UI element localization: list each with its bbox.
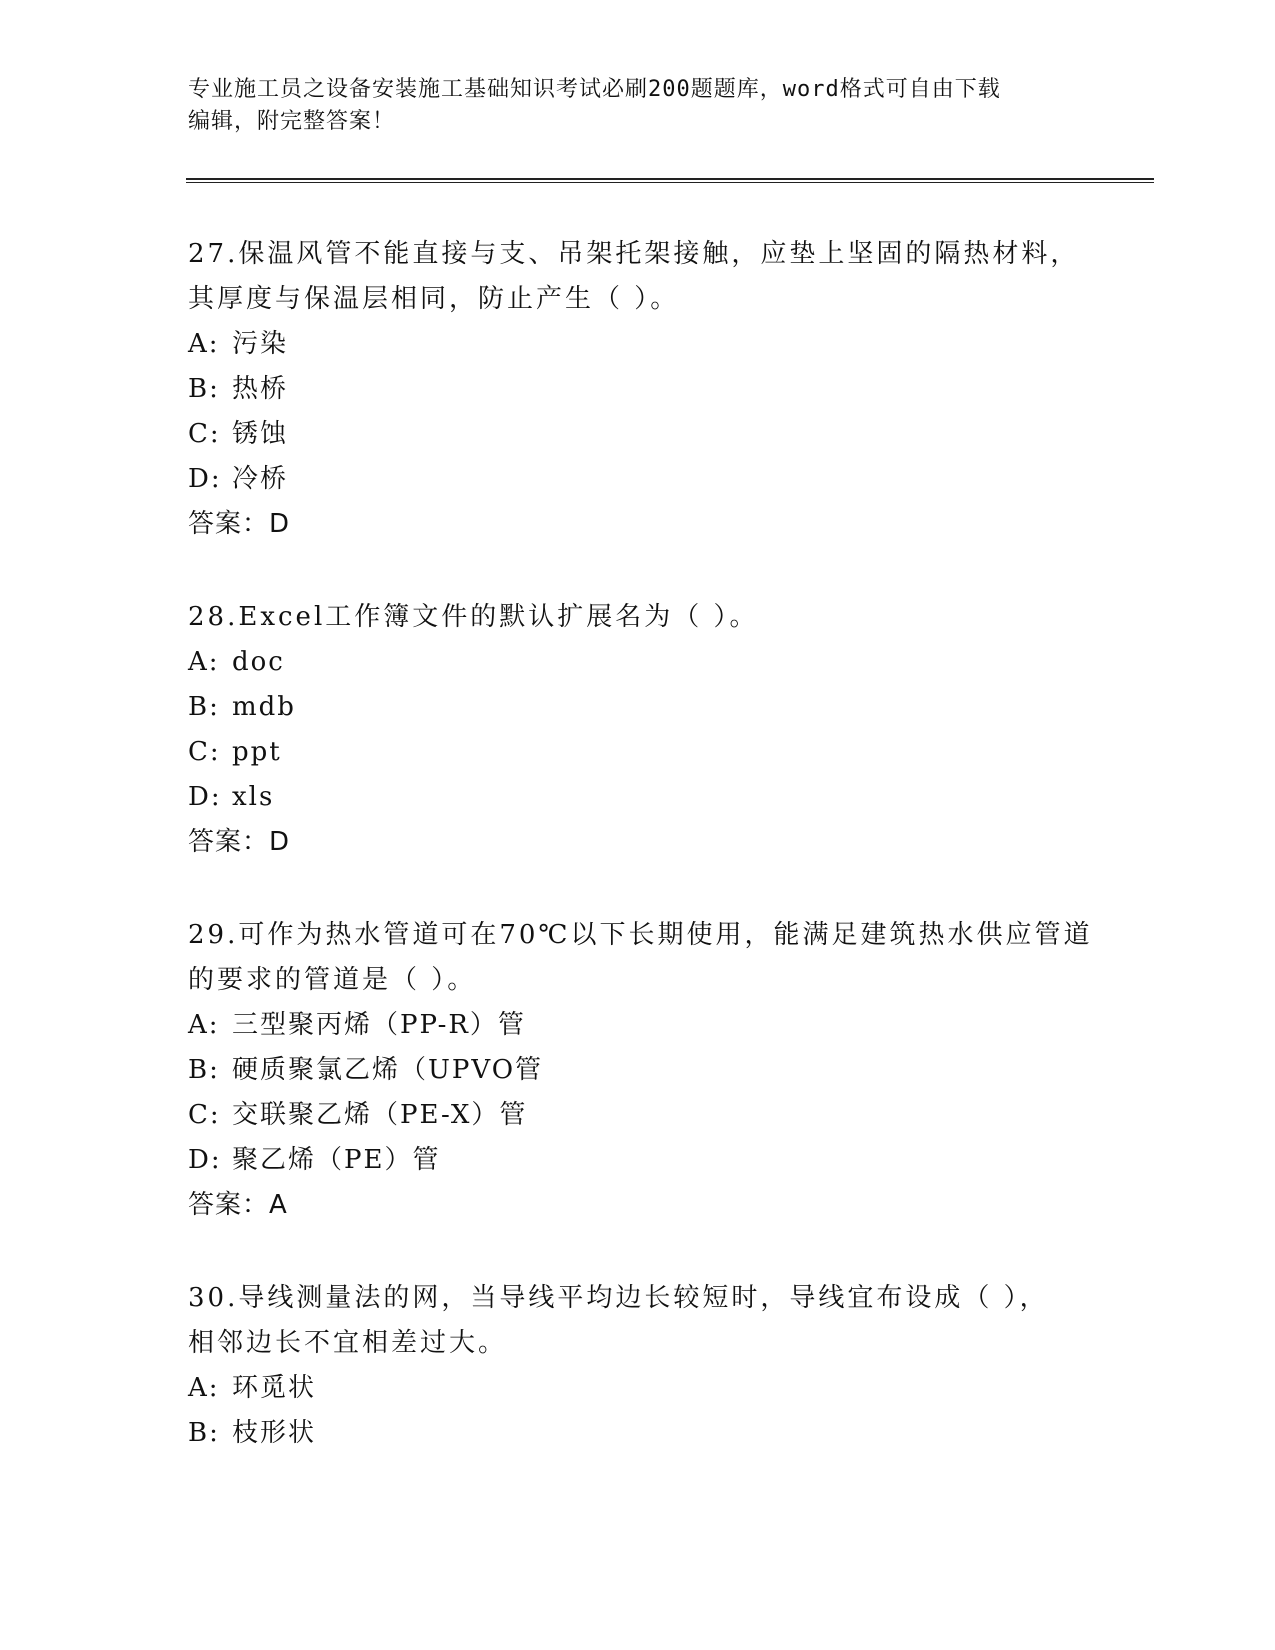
option-b xyxy=(188,367,1128,412)
option-text: 交联聚乙烯（PE-X）管 xyxy=(232,1100,528,1130)
option-text: xls xyxy=(232,782,275,812)
question-stem-line-2: 其厚度与保温层相同，防止产生（ ）。 xyxy=(188,284,680,314)
option-text: 枝形状 xyxy=(232,1418,317,1448)
option-key: D: xyxy=(188,464,222,494)
option-b xyxy=(188,685,1128,730)
header-title-line-2: 编辑，附完整答案！ xyxy=(188,109,396,134)
question-stem-line-1: 29.可作为热水管道可在70℃以下长期使用，能满足建筑热水供应管道 xyxy=(188,920,1093,950)
option-key: B: xyxy=(188,1418,220,1448)
option-a xyxy=(188,640,1128,685)
option-b xyxy=(188,1048,1128,1093)
option-text: doc xyxy=(232,647,285,677)
option-c xyxy=(188,412,1128,457)
option-key: B: xyxy=(188,692,220,722)
answer-line: 答案：A xyxy=(188,1190,288,1220)
option-text: 热桥 xyxy=(232,374,289,404)
question-27 xyxy=(188,232,1128,547)
question-list xyxy=(188,232,1128,1504)
option-text: mdb xyxy=(232,692,296,722)
option-text: ppt xyxy=(232,737,282,767)
option-text: 聚乙烯（PE）管 xyxy=(232,1145,441,1175)
question-29 xyxy=(188,913,1128,1228)
option-d xyxy=(188,1138,1128,1183)
header-title-line-1: 专业施工员之设备安装施工基础知识考试必刷200题题库，word格式可自由下载 xyxy=(188,77,1001,102)
document-header xyxy=(188,74,1088,138)
option-text: 硬质聚氯乙烯（UPVO管 xyxy=(232,1055,544,1085)
question-stem-line-1: 30.导线测量法的网，当导线平均边长较短时，导线宜布设成（ ）， xyxy=(188,1283,1049,1313)
option-d xyxy=(188,457,1128,502)
option-a xyxy=(188,1003,1128,1048)
option-text: 三型聚丙烯（PP-R）管 xyxy=(232,1010,526,1040)
option-key: D: xyxy=(188,782,222,812)
option-text: 冷桥 xyxy=(232,464,289,494)
answer-line: 答案：D xyxy=(188,509,291,539)
option-a xyxy=(188,1366,1128,1411)
option-text: 污染 xyxy=(232,329,289,359)
option-a xyxy=(188,322,1128,367)
header-divider xyxy=(186,178,1154,183)
option-key: B: xyxy=(188,374,220,404)
option-b xyxy=(188,1411,1128,1456)
option-d xyxy=(188,775,1128,820)
option-key: C: xyxy=(188,419,221,449)
option-key: A: xyxy=(188,647,220,677)
question-stem-line-2: 的要求的管道是（ ）。 xyxy=(188,965,477,995)
option-key: C: xyxy=(188,1100,221,1130)
option-key: C: xyxy=(188,737,221,767)
question-stem-line-1: 27.保温风管不能直接与支、吊架托架接触，应垫上坚固的隔热材料， xyxy=(188,239,1080,269)
option-key: A: xyxy=(188,329,220,359)
question-28 xyxy=(188,595,1128,865)
question-stem-line-1: 28.Excel工作簿文件的默认扩展名为（ ）。 xyxy=(188,602,759,632)
option-text: 锈蚀 xyxy=(232,419,289,449)
option-key: D: xyxy=(188,1145,222,1175)
answer-line: 答案：D xyxy=(188,827,291,857)
option-key: A: xyxy=(188,1010,220,1040)
option-text: 环觅状 xyxy=(232,1373,317,1403)
option-c xyxy=(188,730,1128,775)
option-key: A: xyxy=(188,1373,220,1403)
question-30 xyxy=(188,1276,1128,1456)
option-key: B: xyxy=(188,1055,220,1085)
option-c xyxy=(188,1093,1128,1138)
question-stem-line-2: 相邻边长不宜相差过大。 xyxy=(188,1328,508,1358)
